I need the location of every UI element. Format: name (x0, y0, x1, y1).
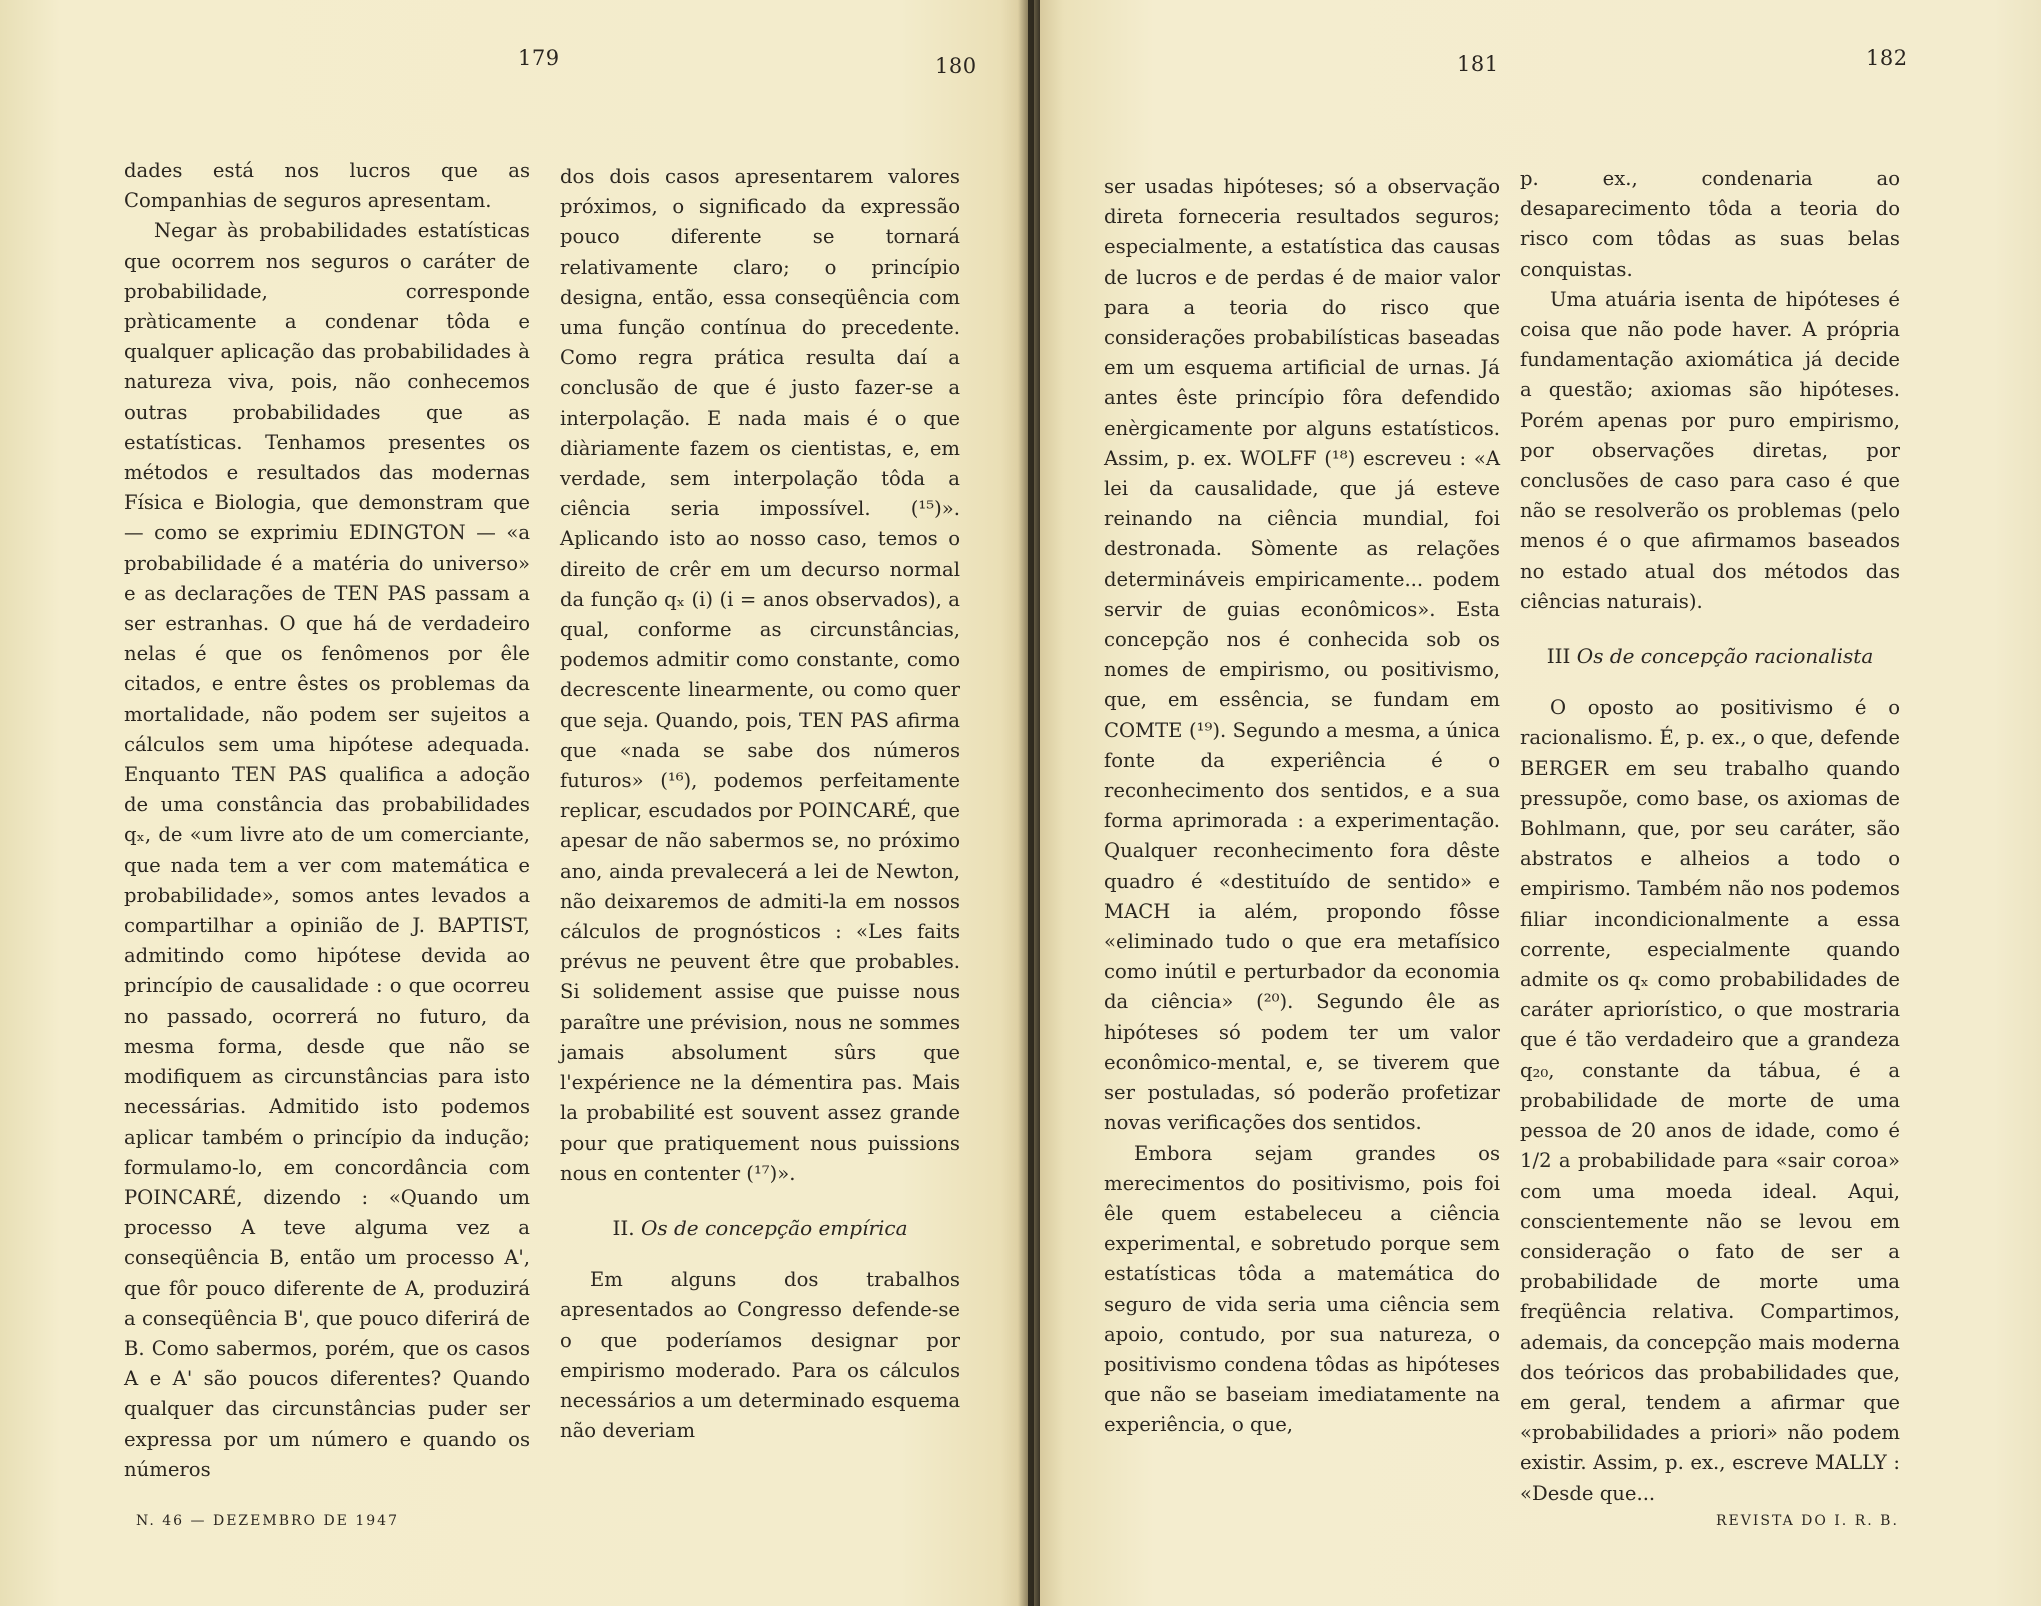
page-number-182: 182 (1866, 46, 1908, 70)
page-number-179: 179 (518, 46, 560, 70)
footer-left: N. 46 — DEZEMBRO DE 1947 (136, 1513, 399, 1529)
section-heading (1520, 641, 1900, 671)
column-page-182 (1520, 164, 1900, 1509)
page-number-181: 181 (1457, 52, 1499, 76)
paragraph: O oposto ao positivismo é o racionalismo. É, p. ex., o que, defende BERGER em seu trabalho quando pressupõe, como base, os axiomas de Bohlmann, que, por seu caráter, são abstratos e alheios a todo o empirismo. Também não nos podemos filiar incondicionalmente a essa corrente, especialmente quando admite os qₓ como probabilidades de caráter apriorístico, o que mostraria que é tão verdadeiro que a grandeza q₂₀, constante da tábua, é a probabilidade de morte de uma pessoa de 20 anos de idade, como é 1/2 a probabilidade para «sair coroa» com uma moeda ideal. Aqui, conscientemente não se levou em consideração o fato de ser a probabilidade de morte uma freqüência relativa. Compartimos, ademais, da concepção mais moderna dos teóricos das probabilidades que, em geral, tendem a afirmar que «probabilidades a priori» não podem existir. Assim, p. ex., escreve MALLY : «Desde que... (1520, 696, 1900, 1505)
paragraph: Uma atuária isenta de hipóteses é coisa que não pode haver. A própria fundamentação axiomática já decide a questão; axiomas são hipóteses. Porém apenas por puro empirismo, por observações diretas, por conclusões de caso para caso é que não se resolverão os problemas (pelo menos é o que afirmamos baseados no estado atual dos métodos das ciências naturais). (1520, 287, 1900, 613)
paragraph: Negar às probabilidades estatísticas que ocorrem nos seguros o caráter de probabilidade, corresponde pràticamente a condenar tôda e qualquer aplicação das probabilidades à natureza viva, pois, não conhecemos outras probabilidades que as estatísticas. Tenhamos presentes os métodos e resultados das modernas Física e Biologia, que demonstram que — como se exprimiu EDINGTON — «a probabilidade é a matéria do universo» e as declarações de TEN PAS passam a ser estranhas. O que há de verdadeiro nelas é que os fenômenos por êle citados, e entre êstes os problemas da mortalidade, não podem ser sujeitos a cálculos sem uma hipótese adequada. Enquanto TEN PAS qualifica a adoção de uma constância das probabilidades qₓ, de «um livre ato de um comerciante, que nada tem a ver com matemática e probabilidade», somos antes levados a compartilhar a opinião de J. BAPTIST, admitindo como hipótese devida ao princípio de causalidade : o que ocorreu no passado, ocorrerá no futuro, da mesma forma, desde que não se modifiquem as circunstâncias para isto necessárias. Admitido isto podemos aplicar também o princípio da indução; formulamo-lo, em concordância com POINCARÉ, dizendo : «Quando um processo A teve alguma vez a conseqüência B, então um processo A', que fôr pouco diferente de A, produzirá a conseqüência B', que pouco diferirá de B. Como sabermos, porém, que os casos A e A' são poucos diferentes? Quando qualquer das circunstâncias puder ser expressa por um número e quando os números (124, 219, 530, 1481)
page-number-180: 180 (935, 54, 977, 78)
book-spine (1018, 0, 1040, 1606)
column-page-179 (124, 156, 530, 1485)
section-title: Os de concepção racionalista (1576, 644, 1874, 669)
paragraph: dades está nos lucros que as Companhias de seguros apresentam. (124, 159, 530, 213)
paragraph: dos dois casos apresentarem valores próximos, o significado da expressão pouco diferente se tornará relativamente claro; o princípio designa, então, essa conseqüência com uma função contínua do precedente. Como regra prática resulta daí a conclusão de que é justo fazer-se a interpolação. E nada mais é o que diàriamente fazem os cientistas, e, em verdade, sem interpolação tôda a ciência seria impossível. (¹⁵)». Aplicando isto ao nosso caso, temos o direito de crêr em um decurso normal da função qₓ (i) (i = anos observados), a qual, conforme as circunstâncias, podemos admitir como constante, como decrescente linearmente, ou como quer que seja. Quando, pois, TEN PAS afirma que «nada se sabe dos números futuros» (¹⁶), podemos perfeitamente replicar, escudados por POINCARÉ, que apesar de não sabermos se, no próximo ano, ainda prevalecerá a lei de Newton, não deixaremos de admiti-la em nossos cálculos de prognósticos : «Les faits prévus ne peuvent être que probables. Si solidement assise que puisse nous paraître une prévision, nous ne sommes jamais absolument sûrs que l'expérience ne la démentira pas. Mais la probabilité est souvent assez grande pour que pratiquement nous puissions nous en contenter (¹⁷)». (560, 165, 960, 1185)
footer-right: REVISTA DO I. R. B. (1716, 1513, 1899, 1529)
paragraph: p. ex., condenaria ao desaparecimento tôda a teoria do risco com tôdas as suas belas conquistas. (1520, 167, 1900, 281)
section-title: Os de concepção empírica (640, 1215, 908, 1240)
column-page-181 (1104, 172, 1500, 1441)
paragraph: ser usadas hipóteses; só a observação direta forneceria resultados seguros; especialmente, a estatística das causas de lucros e de perdas é de maior valor para a teoria do risco que considerações probabilísticas baseadas em um esquema artificial de urnas. Já antes êste princípio fôra defendido enèrgicamente por alguns estatísticos. Assim, p. ex. WOLFF (¹⁸) escreveu : «A lei da causalidade, que já esteve reinando na ciência mundial, foi destronada. Sòmente as relações determináveis empiricamente... podem servir de guias econômicos». Esta concepção nos é conhecida sob os nomes de empirismo, ou positivismo, que, em essência, se fundam em COMTE (¹⁹). Segundo a mesma, a única fonte da experiência é o reconhecimento dos sentidos, e a sua forma aprimorada : a experimentação. Qualquer reconhecimento fora dêste quadro é «destituído de sentido» e MACH ia além, propondo fôsse «eliminado tudo o que era metafísico como inútil e perturbador da economia da ciência» (²⁰). Segundo êle as hipóteses só podem ter um valor econômico-mental, e, se tiverem que ser postuladas, só poderão profetizar novas verificações dos sentidos. (1104, 175, 1500, 1135)
section-heading (560, 1213, 960, 1243)
paragraph: Em alguns dos trabalhos apresentados ao Congresso defende-se o que poderíamos designar por empirismo moderado. Para os cálculos necessários a um determinado esquema não deveriam (560, 1268, 960, 1443)
paragraph: Embora sejam grandes os merecimentos do positivismo, pois foi êle quem estabeleceu a ciência experimental, e sobretudo porque sem estatísticas tôda a matemática do seguro de vida seria uma ciência sem apoio, contudo, por sua natureza, o positivismo condena tôdas as hipóteses que não se baseiam imediatamente na experiência, o que, (1104, 1141, 1500, 1437)
column-page-180 (560, 162, 960, 1446)
section-number: II. (612, 1215, 635, 1240)
section-number: III (1546, 644, 1571, 669)
